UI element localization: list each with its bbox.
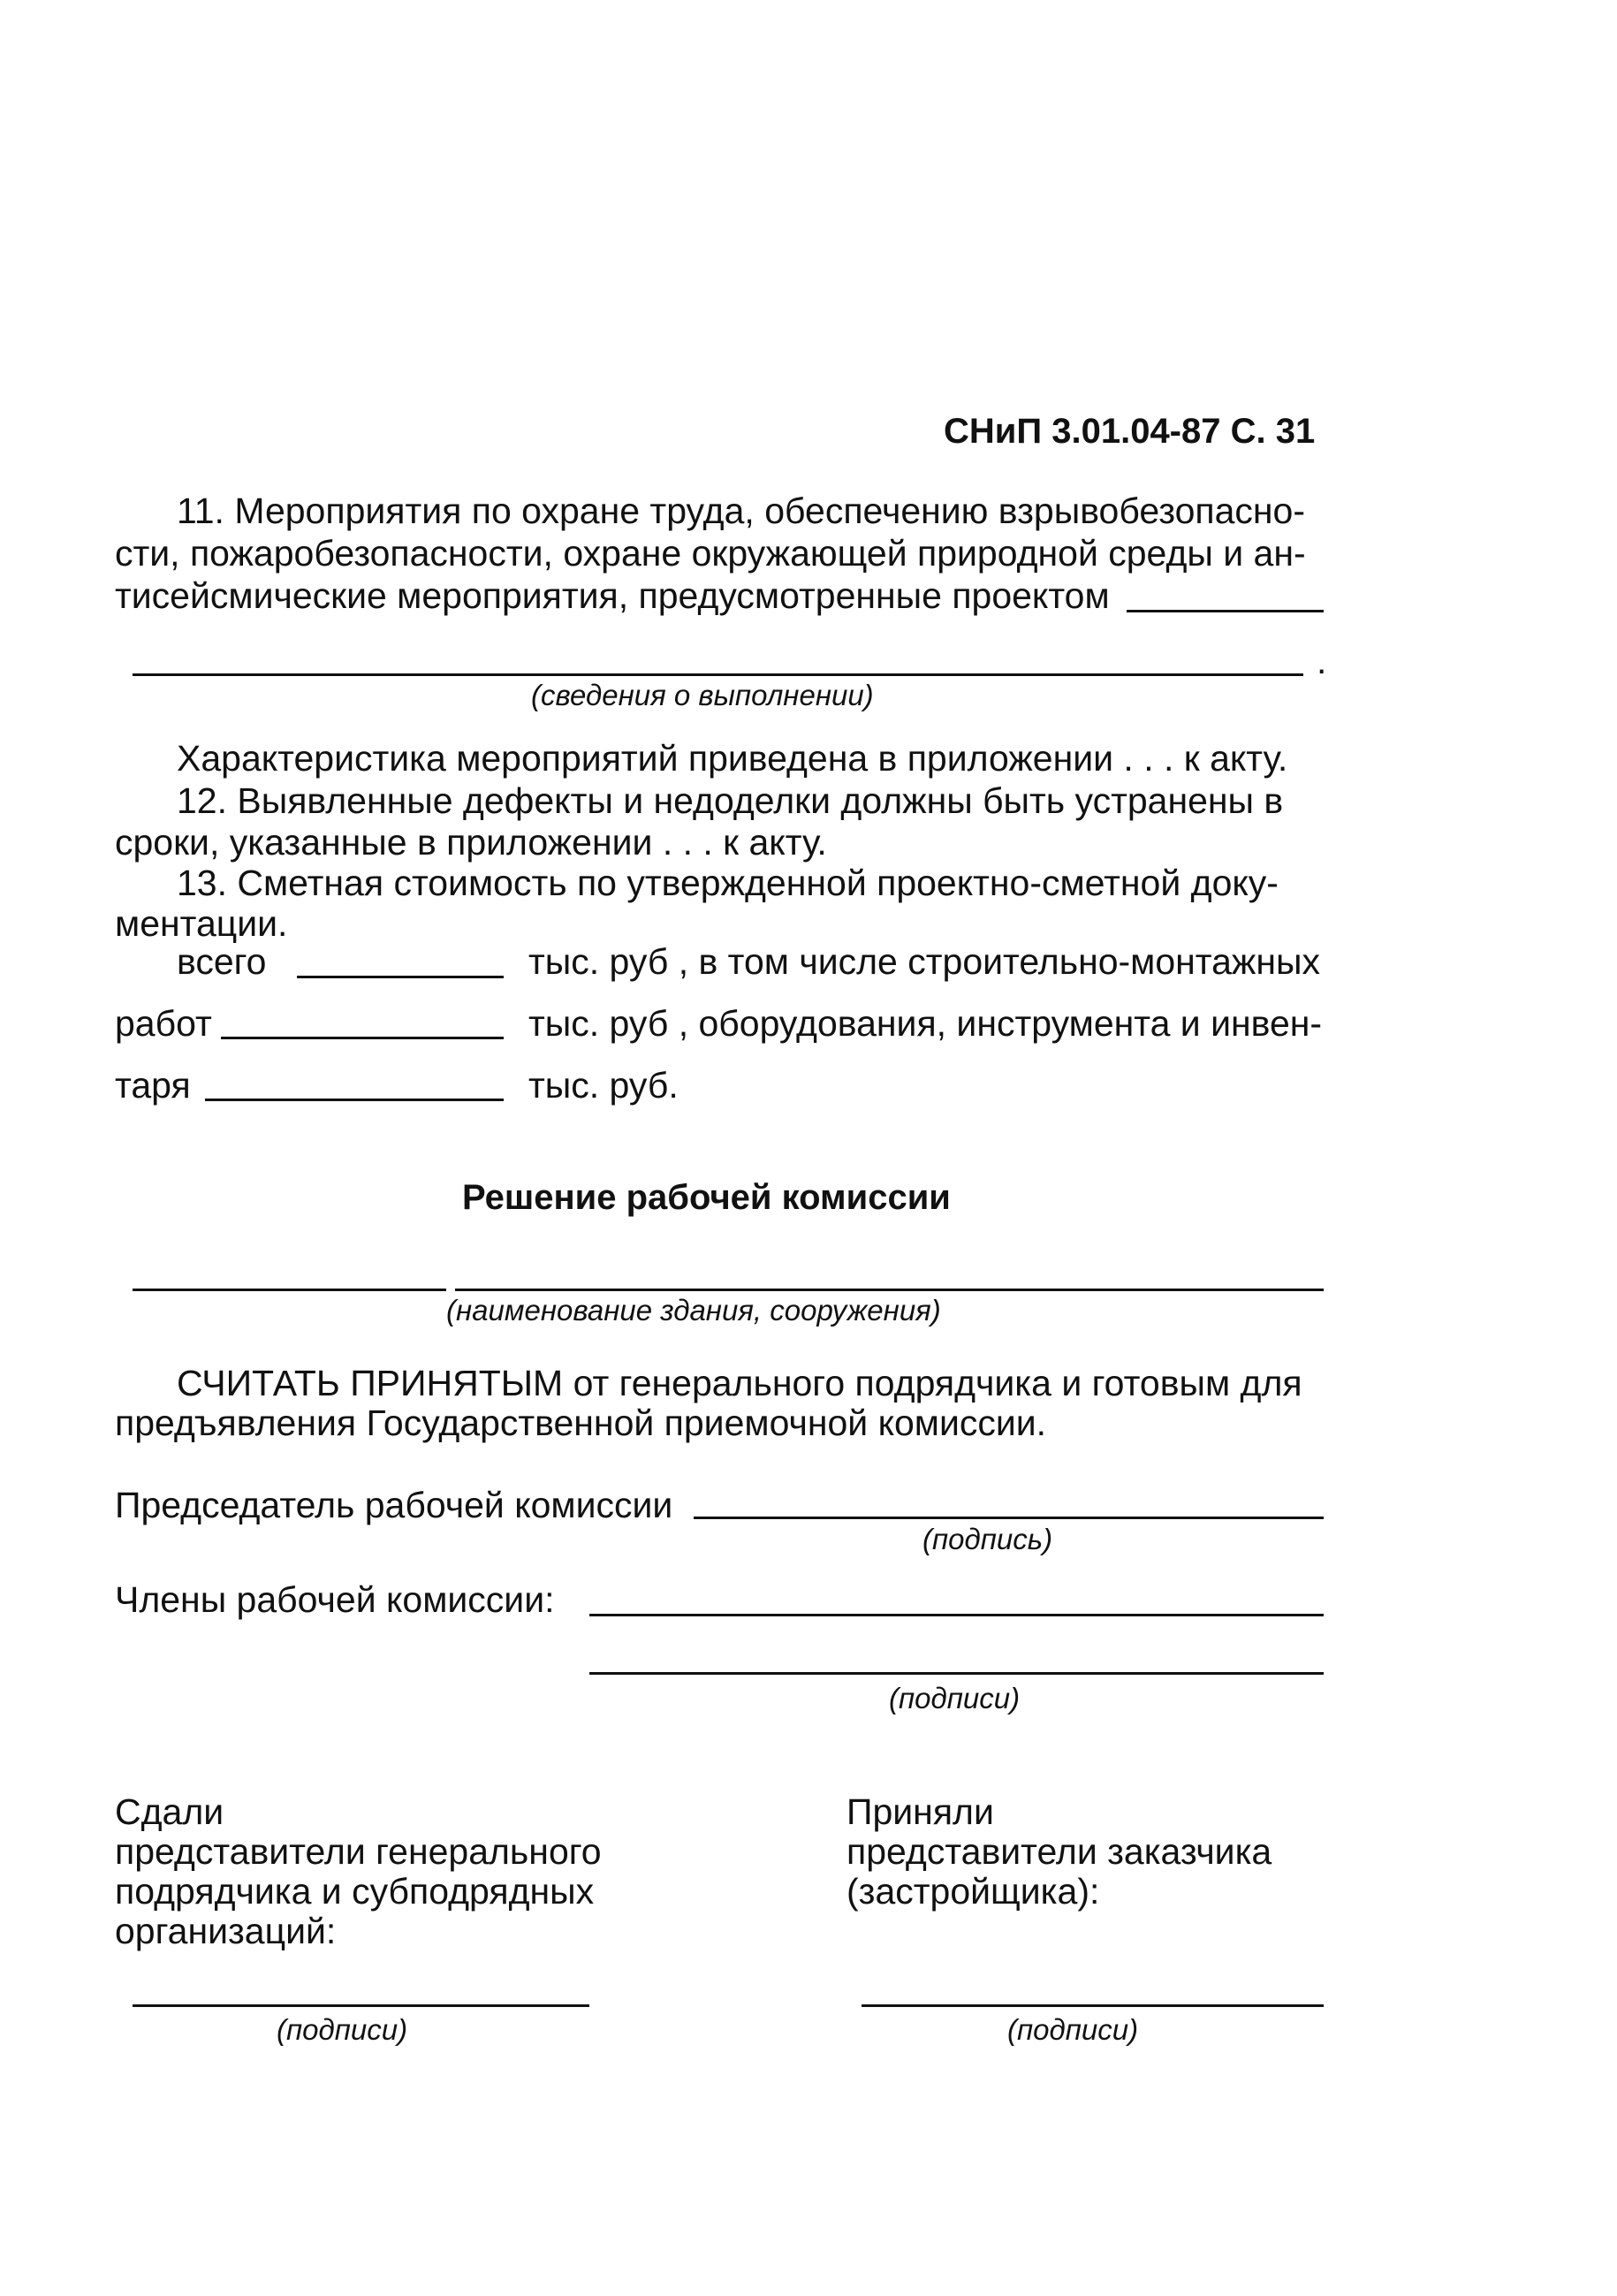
item11-fill-line: [1127, 610, 1324, 612]
handover-right-line2: (застройщика):: [846, 1871, 1100, 1912]
building-name-line-left: [133, 1289, 446, 1291]
members-signature-line-2: [589, 1672, 1324, 1675]
handover-left-signature-line: [133, 2004, 589, 2007]
item13-total-label: всего: [177, 941, 267, 982]
handover-right-signature-line: [862, 2004, 1324, 2007]
handover-right-title: Приняли: [846, 1791, 994, 1832]
item11-info-line: [133, 673, 1303, 676]
chairman-caption: (подпись): [922, 1523, 1053, 1555]
members-caption: (подписи): [889, 1682, 1021, 1714]
handover-left-title: Сдали: [115, 1791, 224, 1832]
decision-title: Решение рабочей комиссии: [462, 1178, 951, 1217]
handover-left-line3: организаций:: [115, 1911, 337, 1951]
page-header-code: СНиП 3.01.04-87 С. 31: [944, 412, 1316, 451]
item12-line1: 12. Выявленные дефекты и недоделки должны быть устранены в: [177, 780, 1284, 821]
item13-works-unit: тыс. руб , оборудования, инструмента и инвен-: [528, 1003, 1323, 1044]
item13-inventory-label: таря: [115, 1065, 191, 1106]
item11-info-caption: (сведения о выполнении): [531, 679, 874, 711]
chairman-label: Председатель рабочей комиссии: [115, 1485, 673, 1525]
members-label: Члены рабочей комиссии:: [115, 1579, 555, 1620]
handover-right-line1: представители заказчика: [846, 1831, 1272, 1872]
item13-inventory-line: [205, 1099, 504, 1101]
handover-left-caption: (подписи): [277, 2013, 408, 2046]
handover-left-line1: представители генерального: [115, 1831, 602, 1872]
chairman-signature-line: [694, 1517, 1324, 1519]
item13-inventory-unit: тыс. руб.: [528, 1065, 679, 1106]
handover-right-caption: (подписи): [1007, 2013, 1139, 2046]
item13-works-line: [221, 1037, 504, 1039]
item11-line2: сти, пожаробезопасности, охране окружающей природной среды и ан-: [115, 533, 1306, 574]
item12-line2: сроки, указанные в приложении . . . к акту.: [115, 822, 827, 863]
item13-line1: 13. Сметная стоимость по утвержденной проектно-сметной доку-: [177, 863, 1279, 903]
members-signature-line-1: [589, 1614, 1324, 1616]
item13-line2: ментации.: [115, 903, 288, 944]
item11-end-mark: .: [1317, 641, 1327, 681]
item11-line3: тисейсмические мероприятия, предусмотренные проектом: [115, 575, 1110, 616]
building-name-line-right: [455, 1289, 1324, 1291]
item13-total-line: [297, 976, 504, 978]
handover-left-line2: подрядчика и субподрядных: [115, 1871, 595, 1912]
item11-characteristic: Характеристика мероприятий приведена в приложении . . . к акту.: [177, 738, 1288, 779]
building-name-caption: (наименование здания, сооружения): [446, 1294, 941, 1327]
item13-total-unit: тыс. руб , в том числе строительно-монтажных: [528, 941, 1320, 982]
item13-works-label: работ: [115, 1003, 212, 1044]
item11-line1: 11. Мероприятия по охране труда, обеспечению взрывобезопасно-: [177, 490, 1305, 531]
decision-line2: предъявления Государственной приемочной комиссии.: [115, 1403, 1047, 1443]
decision-line1: СЧИТАТЬ ПРИНЯТЫМ от генерального подрядчика и готовым для: [177, 1363, 1302, 1403]
